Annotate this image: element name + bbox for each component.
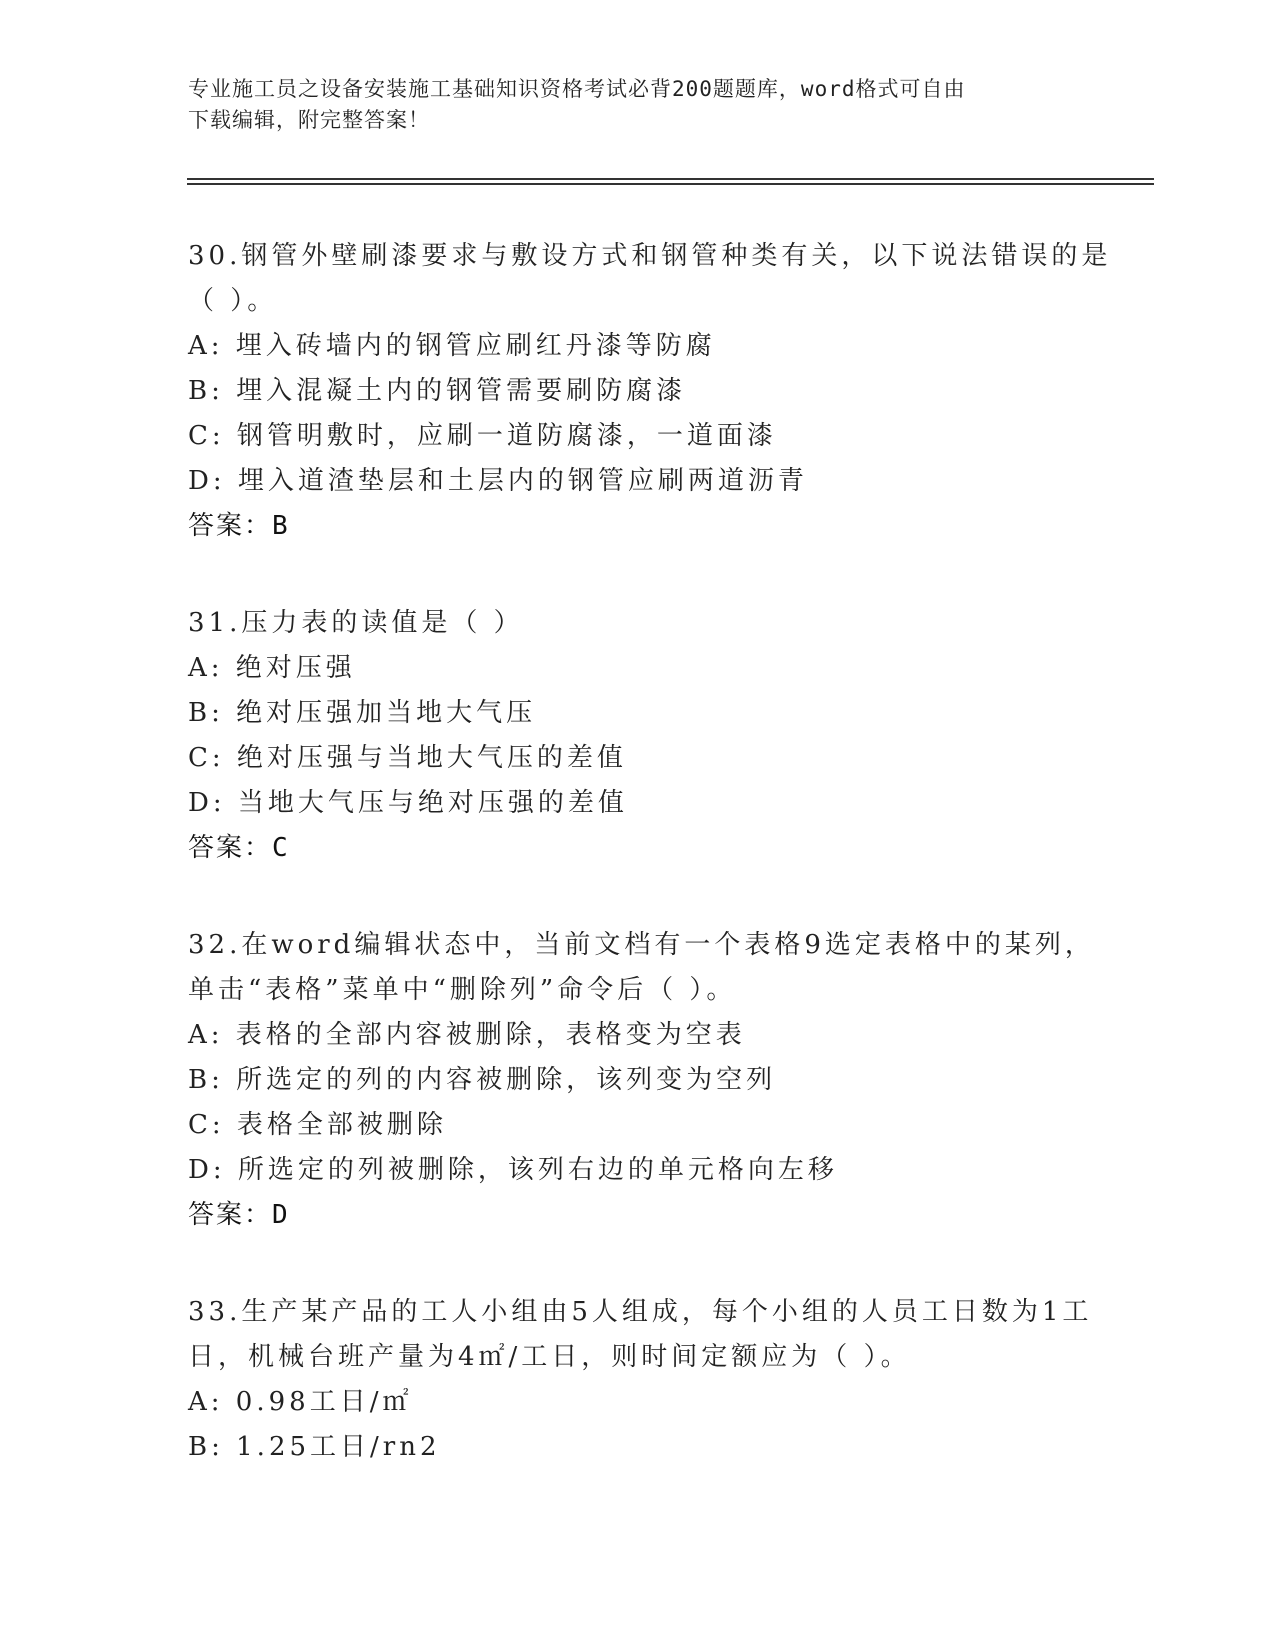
header-divider-top — [187, 178, 1154, 180]
option-b: B: 埋入混凝土内的钢管需要刷防腐漆 — [188, 376, 687, 406]
question-stem: 32.在word编辑状态中，当前文档有一个表格9选定表格中的某列， — [188, 930, 1095, 960]
question-stem: 33.生产某产品的工人小组由5人组成，每个小组的人员工日数为1工 — [188, 1297, 1093, 1327]
answer: 答案：C — [188, 833, 290, 863]
answer: 答案：D — [188, 1200, 290, 1230]
header-line: 专业施工员之设备安装施工基础知识资格考试必背200题题库，word格式可自由 — [188, 77, 966, 101]
option-c: C: 绝对压强与当地大气压的差值 — [188, 743, 627, 773]
question-stem: （ ）。 — [188, 286, 278, 316]
option-d: D: 埋入道渣垫层和土层内的钢管应刷两道沥青 — [188, 466, 808, 496]
header-divider-bottom — [187, 183, 1154, 185]
option-a: A: 埋入砖墙内的钢管应刷红丹漆等防腐 — [188, 331, 716, 361]
question-33 — [188, 1290, 1093, 1470]
answer: 答案：B — [188, 511, 290, 541]
option-c: C: 钢管明敷时，应刷一道防腐漆，一道面漆 — [188, 421, 777, 451]
option-c: C: 表格全部被删除 — [188, 1110, 447, 1140]
question-stem: 日，机械台班产量为4㎡/工日，则时间定额应为（ ）。 — [188, 1342, 911, 1372]
question-list — [188, 234, 1112, 1522]
document-header — [188, 74, 1088, 136]
option-a: A: 表格的全部内容被删除，表格变为空表 — [188, 1020, 746, 1050]
option-b: B: 1.25工日/rn2 — [188, 1432, 441, 1462]
question-stem: 30.钢管外壁刷漆要求与敷设方式和钢管种类有关，以下说法错误的是 — [188, 241, 1112, 271]
question-32 — [188, 923, 1095, 1238]
question-30 — [188, 234, 1112, 549]
option-b: B: 绝对压强加当地大气压 — [188, 698, 537, 728]
question-stem: 单击“表格”菜单中“删除列”命令后（ ）。 — [188, 975, 737, 1005]
option-b: B: 所选定的列的内容被删除，该列变为空列 — [188, 1065, 777, 1095]
question-stem: 31.压力表的读值是（ ） — [188, 608, 524, 638]
option-a: A: 绝对压强 — [188, 653, 356, 683]
header-line: 下载编辑，附完整答案！ — [188, 108, 430, 132]
option-a: A: 0.98工日/㎡ — [188, 1387, 413, 1417]
option-d: D: 当地大气压与绝对压强的差值 — [188, 788, 628, 818]
question-31 — [188, 601, 1088, 871]
option-d: D: 所选定的列被删除，该列右边的单元格向左移 — [188, 1155, 838, 1185]
